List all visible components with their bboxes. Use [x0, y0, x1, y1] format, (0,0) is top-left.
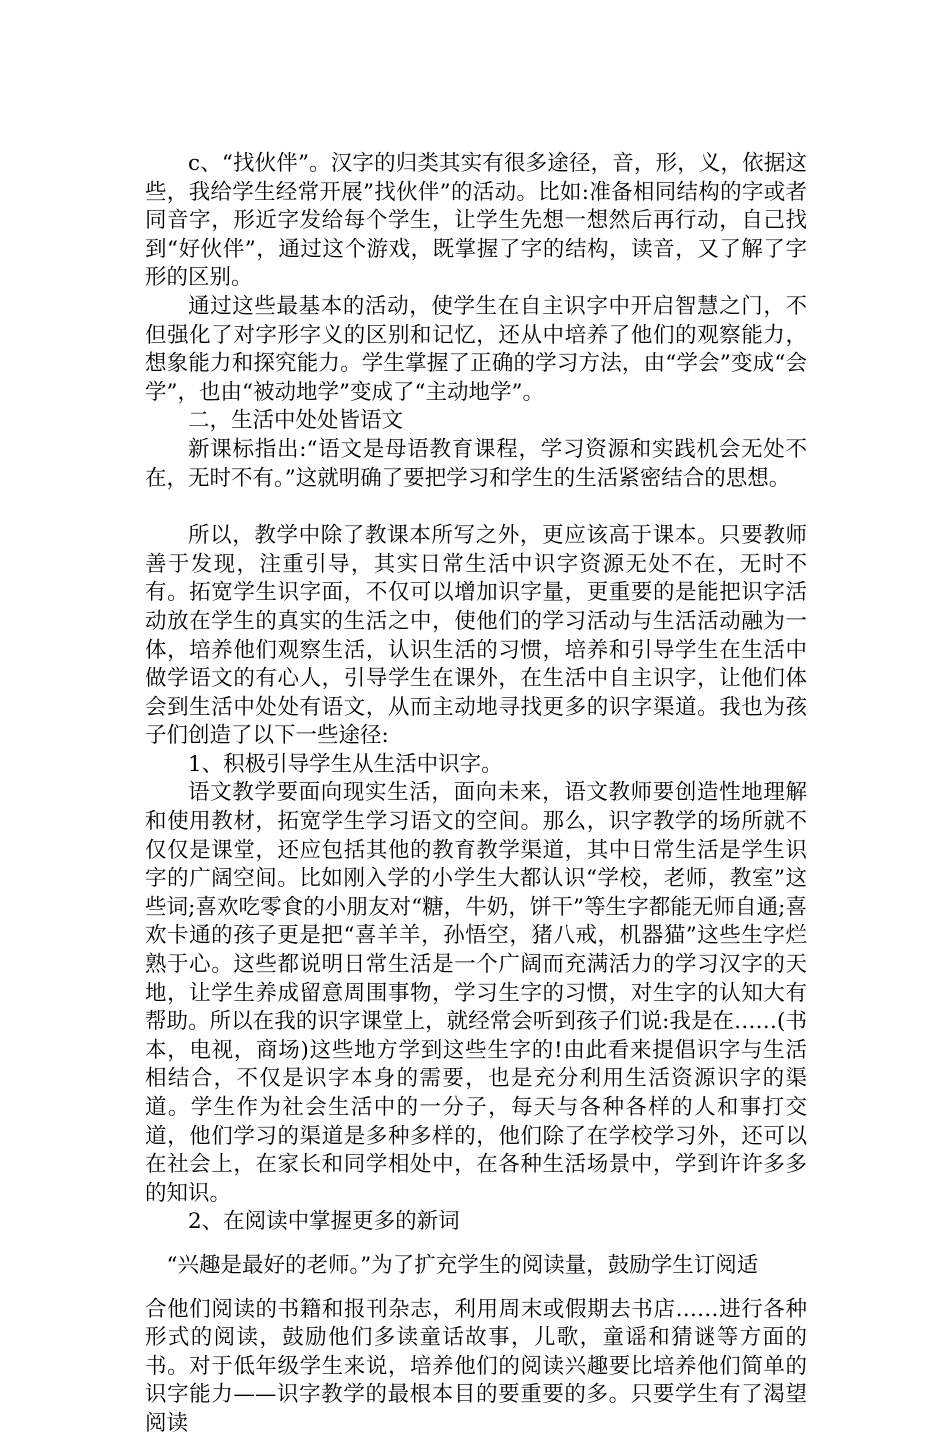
paragraph-spacer: [145, 1281, 807, 1296]
section-heading-life-language: 二，生活中处处皆语文: [188, 408, 404, 434]
paragraph-beyond-textbook: 所以，教学中除了教课本所写之外，更应该高于课本。只要教师善于发现，注重引导，其实日常生活中识字资源无处不在，无时不有。拓宽学生识字面，不仅可以增加识字量，更重要的是能把识字活动放在学生的真实的生活之中，使他们的学习活动与生活活动融为一体，培养他们观察生活，认识生活的习惯，培养和引导学生在生活中做学语文的有心人，引导学生在课外，在生活中自主识字，让他们体会到生活中处处有语文，从而主动地寻找更多的识字渠道。我也为孩子们创造了以下一些途径:: [145, 523, 807, 749]
document-body: [145, 150, 807, 1439]
paragraph-new-curriculum: 新课标指出:“语文是母语教育课程，学习资源和实践机会无处不在，无时不有。”这就明确了要把学习和学生的生活紧密结合的思想。: [145, 436, 807, 491]
paragraph-spacer: [145, 493, 807, 522]
paragraph-find-partner: c、“找伙伴”。汉字的归类其实有很多途径，音，形，义，依据这些，我给学生经常开展”找伙伴”的活动。比如:准备相同结构的字或者同音字，形近字发给每个学生，让学生先想一想然后再行动，自己找到“好伙伴”，通过这个游戏，既掌握了字的结构，读音，又了解了字形的区别。: [145, 151, 807, 291]
paragraph-spacer: [145, 1237, 807, 1252]
subheading-life-literacy: 1、积极引导学生从生活中识字。: [188, 751, 503, 777]
paragraph-activities-summary: 通过这些最基本的活动，使学生在自主识字中开启智慧之门，不但强化了对字形字义的区别和记忆，还从中培养了他们的观察能力，想象能力和探究能力。学生掌握了正确的学习方法，由“学会”变成“会学”，也由“被动地学”变成了“主动地学”。: [145, 293, 807, 405]
subheading-reading-new-words: 2、在阅读中掌握更多的新词: [188, 1209, 460, 1235]
paragraph-reading-books: 合他们阅读的书籍和报刊杂志，利用周末或假期去书店……进行各种形式的阅读，鼓励他们多读童话故事，儿歌，童谣和猜谜等方面的书。对于低年级学生来说，培养他们的阅读兴趣要比培养他们简单的识字能力——识字教学的最根本目的要重要的多。只要学生有了渴望阅读: [145, 1296, 807, 1436]
paragraph-daily-life-literacy: 语文教学要面向现实生活，面向未来，语文教师要创造性地理解和使用教材，拓宽学生学习语文的空间。那么，识字教学的场所就不仅仅是课堂，还应包括其他的教育教学渠道，其中日常生活是学生识字的广阔空间。比如刚入学的小学生大都认识“学校，老师，教室”这些词;喜欢吃零食的小朋友对“糖，牛奶，饼干”等生字都能无师自通;喜欢卡通的孩子更是把“喜羊羊，孙悟空，猪八戒，机器猫”这些生字烂熟于心。这些都说明日常生活是一个广阔而充满活力的学习汉字的天地，让学生养成留意周围事物，学习生字的习惯，对生字的认知大有帮助。所以在我的识字课堂上，就经常会听到孩子们说:我是在……(书本，电视，商场)这些地方学到这些生字的!由此看来提倡识字与生活相结合，不仅是识字本身的需要，也是充分利用生活资源识字的渠道。学生作为社会生活中的一分子，每天与各种各样的人和事打交道，他们学习的渠道是多种多样的，他们除了在学校学习外，还可以在社会上，在家长和同学相处中，在各种生活场景中，学到许许多多的知识。: [145, 780, 807, 1206]
paragraph-interest-teacher: “兴趣是最好的老师。”为了扩充学生的阅读量，鼓励学生订阅适: [166, 1252, 759, 1278]
